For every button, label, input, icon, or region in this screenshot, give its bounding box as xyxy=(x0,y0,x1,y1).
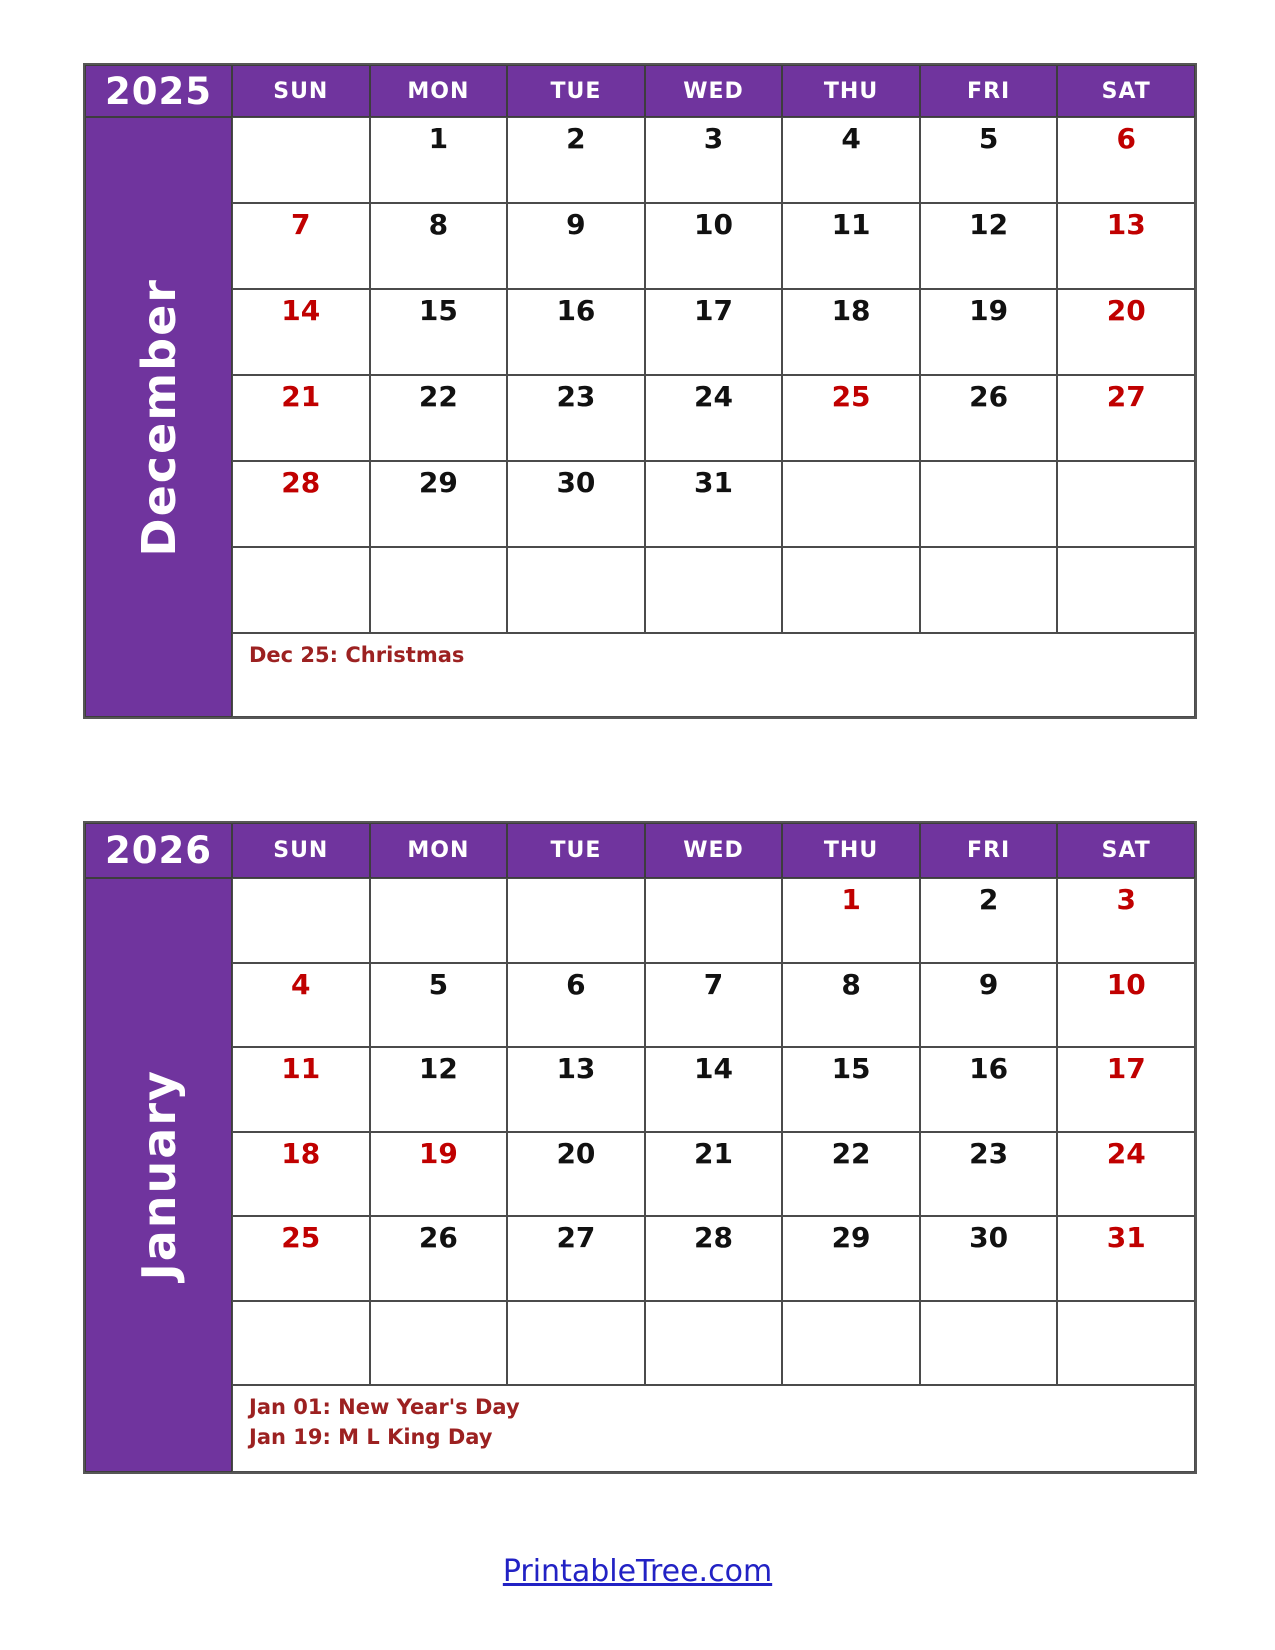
month-label: January xyxy=(131,1069,186,1281)
day-number: 13 xyxy=(1106,208,1146,241)
day-number: 10 xyxy=(1106,967,1146,1001)
day-cell-january-19 xyxy=(370,1132,508,1217)
site-link[interactable]: PrintableTree.com xyxy=(502,1554,773,1589)
empty-day-cell xyxy=(782,547,920,633)
day-cell-january-25 xyxy=(232,1216,370,1301)
empty-day-cell xyxy=(232,1301,370,1386)
weekday-header-sat: SAT xyxy=(1057,65,1195,117)
day-number: 10 xyxy=(694,208,733,241)
empty-day-cell xyxy=(370,878,508,963)
day-number: 28 xyxy=(281,466,321,499)
day-number: 26 xyxy=(418,1221,458,1254)
day-cell-december-3 xyxy=(645,117,783,203)
day-cell-january-30 xyxy=(920,1216,1058,1301)
weekday-header-thu: THU xyxy=(782,823,920,878)
holiday-notes xyxy=(232,633,1195,717)
day-cell-december-13 xyxy=(1057,203,1195,289)
empty-day-cell xyxy=(782,461,920,547)
day-number: 26 xyxy=(969,380,1009,413)
day-cell-january-22 xyxy=(782,1132,920,1217)
day-number: 9 xyxy=(566,208,586,241)
day-number: 12 xyxy=(969,208,1009,241)
day-cell-january-28 xyxy=(645,1216,783,1301)
empty-day-cell xyxy=(920,547,1058,633)
day-number: 4 xyxy=(841,122,861,155)
weekday-header-mon: MON xyxy=(370,65,508,117)
day-cell-january-6 xyxy=(507,963,645,1048)
day-cell-january-16 xyxy=(920,1047,1058,1132)
day-cell-december-26 xyxy=(920,375,1058,461)
day-number: 11 xyxy=(281,1052,321,1085)
day-cell-december-9 xyxy=(507,203,645,289)
day-cell-december-23 xyxy=(507,375,645,461)
day-cell-december-28 xyxy=(232,461,370,547)
day-number: 22 xyxy=(831,1136,871,1170)
day-cell-december-1 xyxy=(370,117,508,203)
day-cell-january-11 xyxy=(232,1047,370,1132)
day-cell-december-27 xyxy=(1057,375,1195,461)
day-cell-december-25 xyxy=(782,375,920,461)
day-number: 30 xyxy=(969,1221,1009,1254)
empty-day-cell xyxy=(645,547,783,633)
day-cell-january-27 xyxy=(507,1216,645,1301)
empty-day-cell xyxy=(645,1301,783,1386)
empty-day-cell xyxy=(920,461,1058,547)
day-number: 31 xyxy=(694,466,733,499)
day-number: 3 xyxy=(1116,883,1136,916)
holiday-note: Dec 25: Christmas xyxy=(249,643,465,667)
day-number: 13 xyxy=(556,1052,596,1085)
day-cell-january-29 xyxy=(782,1216,920,1301)
day-number: 23 xyxy=(556,380,596,413)
day-cell-january-12 xyxy=(370,1047,508,1132)
day-cell-january-15 xyxy=(782,1047,920,1132)
weekday-header-tue: TUE xyxy=(507,65,645,117)
day-cell-january-20 xyxy=(507,1132,645,1217)
day-number: 30 xyxy=(556,466,596,499)
weekday-header-fri: FRI xyxy=(920,823,1058,878)
day-number: 6 xyxy=(566,967,586,1001)
day-cell-december-19 xyxy=(920,289,1058,375)
day-cell-december-6 xyxy=(1057,117,1195,203)
year-label: 2026 xyxy=(85,823,232,878)
day-cell-december-16 xyxy=(507,289,645,375)
day-cell-january-17 xyxy=(1057,1047,1195,1132)
day-number: 27 xyxy=(556,1221,596,1254)
day-cell-december-30 xyxy=(507,461,645,547)
empty-day-cell xyxy=(645,878,783,963)
day-number: 23 xyxy=(969,1136,1009,1170)
day-number: 21 xyxy=(281,380,321,413)
day-number: 19 xyxy=(418,1136,458,1170)
day-cell-december-31 xyxy=(645,461,783,547)
day-number: 3 xyxy=(703,122,724,155)
month-sidebar xyxy=(85,117,232,717)
day-cell-january-14 xyxy=(645,1047,783,1132)
day-number: 27 xyxy=(1106,380,1146,413)
day-number: 29 xyxy=(831,1221,871,1254)
weekday-header-sun: SUN xyxy=(232,823,370,878)
day-number: 1 xyxy=(841,883,861,916)
holiday-note: Jan 19: M L King Day xyxy=(249,1425,493,1450)
day-number: 24 xyxy=(1106,1136,1146,1170)
day-number: 21 xyxy=(694,1136,733,1170)
day-number: 7 xyxy=(291,208,311,241)
calendar-december-2025 xyxy=(83,63,1197,719)
day-cell-december-12 xyxy=(920,203,1058,289)
empty-day-cell xyxy=(507,1301,645,1386)
day-number: 18 xyxy=(281,1136,321,1170)
day-number: 31 xyxy=(1106,1221,1146,1254)
day-number: 7 xyxy=(703,967,724,1001)
weekday-header-tue: TUE xyxy=(507,823,645,878)
day-number: 14 xyxy=(694,1052,733,1085)
calendar-january-2026 xyxy=(83,821,1197,1474)
day-cell-january-26 xyxy=(370,1216,508,1301)
day-number: 29 xyxy=(418,466,458,499)
month-label: December xyxy=(131,277,186,557)
empty-day-cell xyxy=(1057,547,1195,633)
day-number: 16 xyxy=(969,1052,1009,1085)
day-cell-january-23 xyxy=(920,1132,1058,1217)
day-number: 15 xyxy=(831,1052,871,1085)
day-cell-december-14 xyxy=(232,289,370,375)
holiday-notes xyxy=(232,1385,1195,1472)
empty-day-cell xyxy=(507,878,645,963)
day-cell-december-24 xyxy=(645,375,783,461)
day-cell-january-7 xyxy=(645,963,783,1048)
empty-day-cell xyxy=(370,1301,508,1386)
day-number: 5 xyxy=(428,967,449,1001)
month-sidebar xyxy=(85,878,232,1472)
day-cell-december-18 xyxy=(782,289,920,375)
day-cell-january-10 xyxy=(1057,963,1195,1048)
day-cell-december-2 xyxy=(507,117,645,203)
day-cell-december-4 xyxy=(782,117,920,203)
day-cell-january-18 xyxy=(232,1132,370,1217)
day-number: 12 xyxy=(418,1052,458,1085)
day-number: 17 xyxy=(694,294,733,327)
day-number: 17 xyxy=(1106,1052,1146,1085)
empty-day-cell xyxy=(232,878,370,963)
day-number: 25 xyxy=(831,380,871,413)
day-cell-january-31 xyxy=(1057,1216,1195,1301)
day-number: 19 xyxy=(969,294,1009,327)
day-number: 5 xyxy=(978,122,999,155)
day-cell-january-1 xyxy=(782,878,920,963)
empty-day-cell xyxy=(232,547,370,633)
day-cell-december-11 xyxy=(782,203,920,289)
day-cell-january-24 xyxy=(1057,1132,1195,1217)
day-cell-december-29 xyxy=(370,461,508,547)
day-number: 14 xyxy=(281,294,321,327)
empty-day-cell xyxy=(370,547,508,633)
day-cell-january-21 xyxy=(645,1132,783,1217)
day-cell-december-15 xyxy=(370,289,508,375)
day-number: 9 xyxy=(978,967,999,1001)
day-number: 28 xyxy=(694,1221,733,1254)
day-number: 20 xyxy=(556,1136,596,1170)
empty-day-cell xyxy=(1057,461,1195,547)
day-number: 22 xyxy=(418,380,458,413)
day-number: 2 xyxy=(566,122,586,155)
day-cell-january-5 xyxy=(370,963,508,1048)
day-cell-december-21 xyxy=(232,375,370,461)
year-label: 2025 xyxy=(85,65,232,117)
day-cell-january-13 xyxy=(507,1047,645,1132)
day-number: 16 xyxy=(556,294,596,327)
day-number: 18 xyxy=(831,294,871,327)
day-number: 25 xyxy=(281,1221,321,1254)
day-cell-december-17 xyxy=(645,289,783,375)
day-number: 1 xyxy=(428,122,449,155)
day-number: 6 xyxy=(1116,122,1136,155)
day-cell-january-3 xyxy=(1057,878,1195,963)
day-number: 2 xyxy=(978,883,999,916)
day-cell-december-10 xyxy=(645,203,783,289)
day-cell-december-22 xyxy=(370,375,508,461)
weekday-header-thu: THU xyxy=(782,65,920,117)
weekday-header-wed: WED xyxy=(645,65,783,117)
day-number: 8 xyxy=(428,208,449,241)
day-cell-december-5 xyxy=(920,117,1058,203)
day-cell-december-7 xyxy=(232,203,370,289)
day-cell-january-4 xyxy=(232,963,370,1048)
empty-day-cell xyxy=(507,547,645,633)
day-number: 20 xyxy=(1106,294,1146,327)
day-number: 4 xyxy=(291,967,311,1001)
empty-day-cell xyxy=(782,1301,920,1386)
weekday-header-fri: FRI xyxy=(920,65,1058,117)
day-cell-december-20 xyxy=(1057,289,1195,375)
day-cell-january-8 xyxy=(782,963,920,1048)
weekday-header-sat: SAT xyxy=(1057,823,1195,878)
day-number: 8 xyxy=(841,967,861,1001)
weekday-header-wed: WED xyxy=(645,823,783,878)
empty-day-cell xyxy=(1057,1301,1195,1386)
holiday-note: Jan 01: New Year's Day xyxy=(249,1395,520,1419)
weekday-header-sun: SUN xyxy=(232,65,370,117)
day-number: 24 xyxy=(694,380,733,413)
day-number: 15 xyxy=(418,294,458,327)
empty-day-cell xyxy=(232,117,370,203)
weekday-header-mon: MON xyxy=(370,823,508,878)
day-cell-january-2 xyxy=(920,878,1058,963)
empty-day-cell xyxy=(920,1301,1058,1386)
day-cell-december-8 xyxy=(370,203,508,289)
day-number: 11 xyxy=(831,208,871,241)
day-cell-january-9 xyxy=(920,963,1058,1048)
